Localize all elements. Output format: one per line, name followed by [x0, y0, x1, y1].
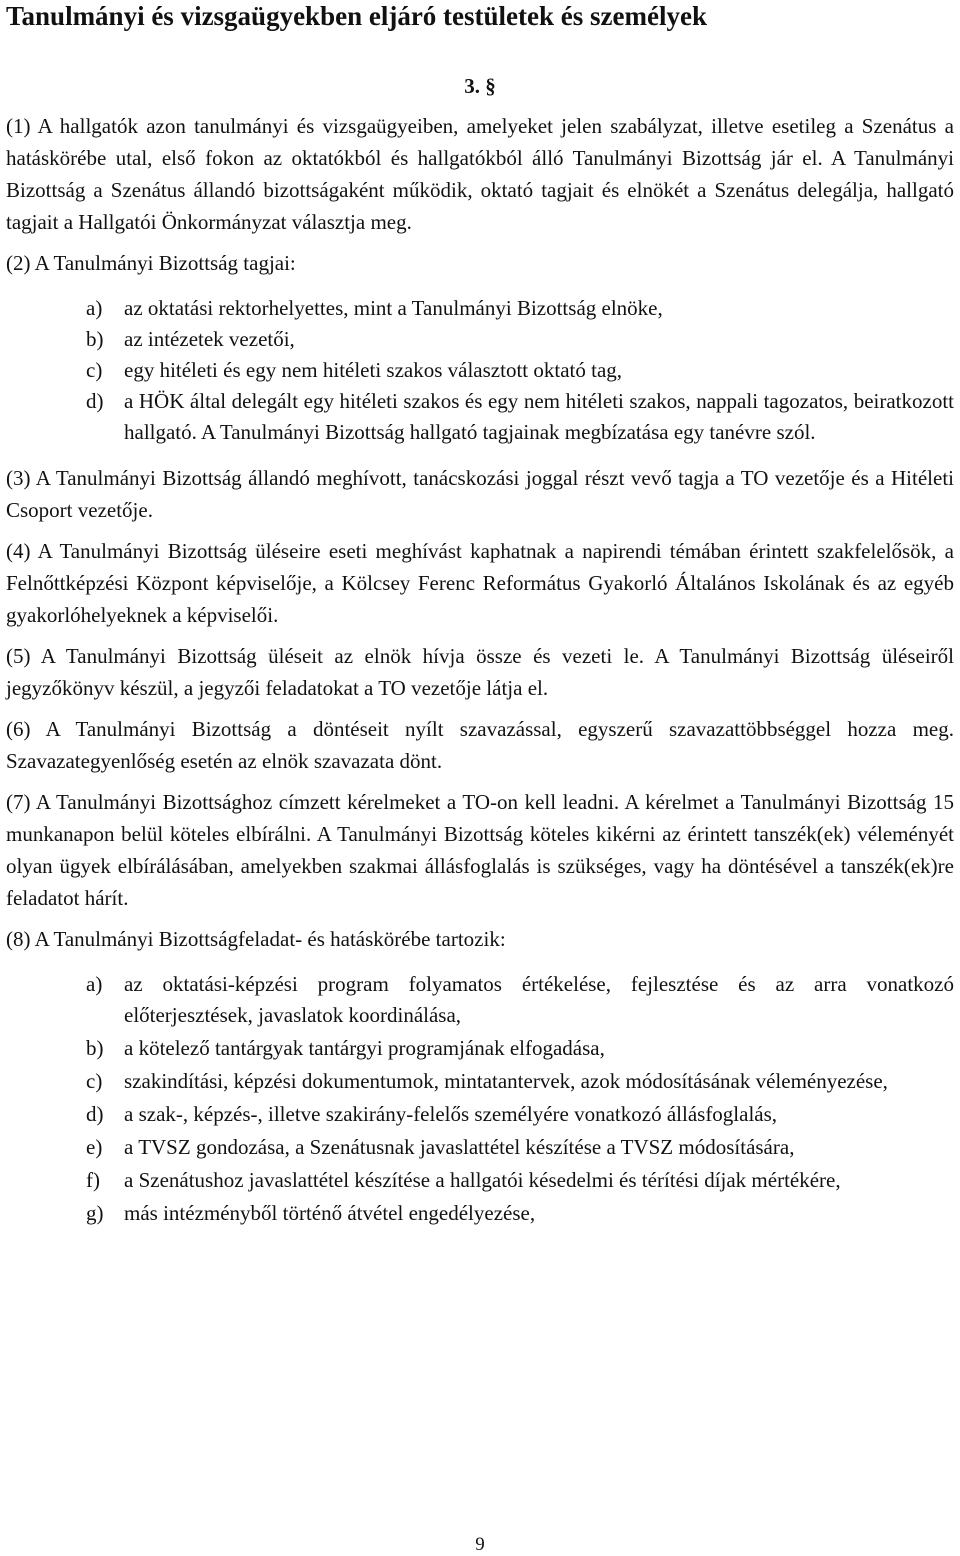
list-item-letter: d)	[86, 1102, 104, 1126]
paragraph-7: (7) A Tanulmányi Bizottsághoz címzett kérelmeket a TO-on kell leadni. A kérelmet a Tanulmányi Bizottság 15 munkanapon belül köteles elbírálni. A Tanulmányi Bizottság köteles kikérni az érintett tanszék(ek) véleményét olyan ügyek elbírálásában, amelyekben szakmai állásfoglalás is szükséges, vagy ha döntésével a tanszék(ek)re feladatot hárít.	[6, 790, 954, 910]
list-item-text: más intézményből történő átvétel engedélyezése,	[124, 1201, 536, 1225]
list-item-text: a Szenátushoz javaslattétel készítése a hallgatói késedelmi és térítési díjak mértékére,	[124, 1168, 841, 1192]
list-item-letter: a)	[86, 296, 103, 320]
paragraph-6: (6) A Tanulmányi Bizottság a döntéseit nyílt szavazással, egyszerű szavazattöbbséggel hozza meg. Szavazategyenlőség esetén az elnök szavazata dönt.	[6, 717, 954, 773]
list-item-letter: c)	[86, 358, 103, 382]
list-item	[6, 1198, 954, 1229]
paragraph-4: (4) A Tanulmányi Bizottság üléseire eseti meghívást kaphatnak a napirendi témában érintett szakfelelősök, a Felnőttképzési Központ képviselője, a Kölcsey Ferenc Református Gyakorló Általános Iskolának és az egyéb gyakorlóhelyeknek a képviselői.	[6, 539, 954, 627]
list-item-text: a TVSZ gondozása, a Szenátusnak javaslattétel készítése a TVSZ módosítására,	[124, 1135, 795, 1159]
list-item	[6, 1132, 954, 1163]
paragraph-2: (2) A Tanulmányi Bizottság tagjai:	[6, 251, 296, 275]
list-item-text: az intézetek vezetői,	[124, 327, 295, 351]
list-item-letter: b)	[86, 327, 104, 351]
list-item	[6, 969, 954, 1031]
list-item-text: az oktatási-képzési program folyamatos értékelése, fejlesztése és az arra vonatkozó előterjesztések, javaslatok koordinálása,	[124, 972, 954, 1027]
list-item-letter: b)	[86, 1036, 104, 1060]
section-number: 3. §	[464, 74, 496, 98]
list-item-letter: f)	[86, 1168, 100, 1192]
paragraph-8: (8) A Tanulmányi Bizottságfeladat- és hatáskörébe tartozik:	[6, 927, 506, 951]
list-item	[6, 324, 954, 355]
list-item-letter: d)	[86, 389, 104, 413]
list-item	[6, 1066, 954, 1097]
paragraph-1: (1) A hallgatók azon tanulmányi és vizsgaügyeiben, amelyeket jelen szabályzat, illetve esetileg a Szenátus a hatáskörébe utal, első fokon az oktatókból és hallgatókból álló Tanulmányi Bizottság jár el. A Tanulmányi Bizottság a Szenátus állandó bizottságaként működik, oktató tagjait és elnökét a Szenátus delegálja, hallgató tagjait a Hallgatói Önkormányzat választja meg.	[6, 114, 954, 234]
list-item-text: szakindítási, képzési dokumentumok, mintatantervek, azok módosításának véleményezése,	[124, 1069, 888, 1093]
list-item-text: egy hitéleti és egy nem hitéleti szakos választott oktató tag,	[124, 358, 623, 382]
list-item-letter: c)	[86, 1069, 103, 1093]
page-number: 9	[475, 1534, 485, 1555]
list-item	[6, 1099, 954, 1130]
list-item-letter: g)	[86, 1201, 104, 1225]
list-item	[6, 1165, 954, 1196]
list-item-text: a kötelező tantárgyak tantárgyi programjának elfogadása,	[124, 1036, 605, 1060]
document-title: Tanulmányi és vizsgaügyekben eljáró testületek és személyek	[6, 1, 707, 31]
list-item-text: az oktatási rektorhelyettes, mint a Tanulmányi Bizottság elnöke,	[124, 296, 663, 320]
list-item	[6, 355, 954, 386]
list-item	[6, 293, 954, 324]
list-item-text: a HÖK által delegált egy hitéleti szakos és egy nem hitéleti szakos, nappali tagozatos, beiratkozott hallgató. A Tanulmányi Bizottság hallgató tagjainak megbízatása egy tanévre szól.	[124, 389, 954, 444]
list-item-text: a szak-, képzés-, illetve szakirány-felelős személyére vonatkozó állásfoglalás,	[124, 1102, 778, 1126]
list-item-letter: a)	[86, 972, 103, 996]
list-item	[6, 386, 954, 448]
list-item	[6, 1033, 954, 1064]
document-page	[6, 0, 954, 1239]
committee-members-list	[6, 293, 954, 448]
committee-duties-list	[6, 969, 954, 1229]
list-item-letter: e)	[86, 1135, 103, 1159]
paragraph-5: (5) A Tanulmányi Bizottság üléseit az elnök hívja össze és vezeti le. A Tanulmányi Bizottság üléseiről jegyzőkönyv készül, a jegyzői feladatokat a TO vezetője látja el.	[6, 644, 954, 700]
paragraph-3: (3) A Tanulmányi Bizottság állandó meghívott, tanácskozási joggal részt vevő tagja a TO vezetője és a Hitéleti Csoport vezetője.	[6, 466, 954, 522]
